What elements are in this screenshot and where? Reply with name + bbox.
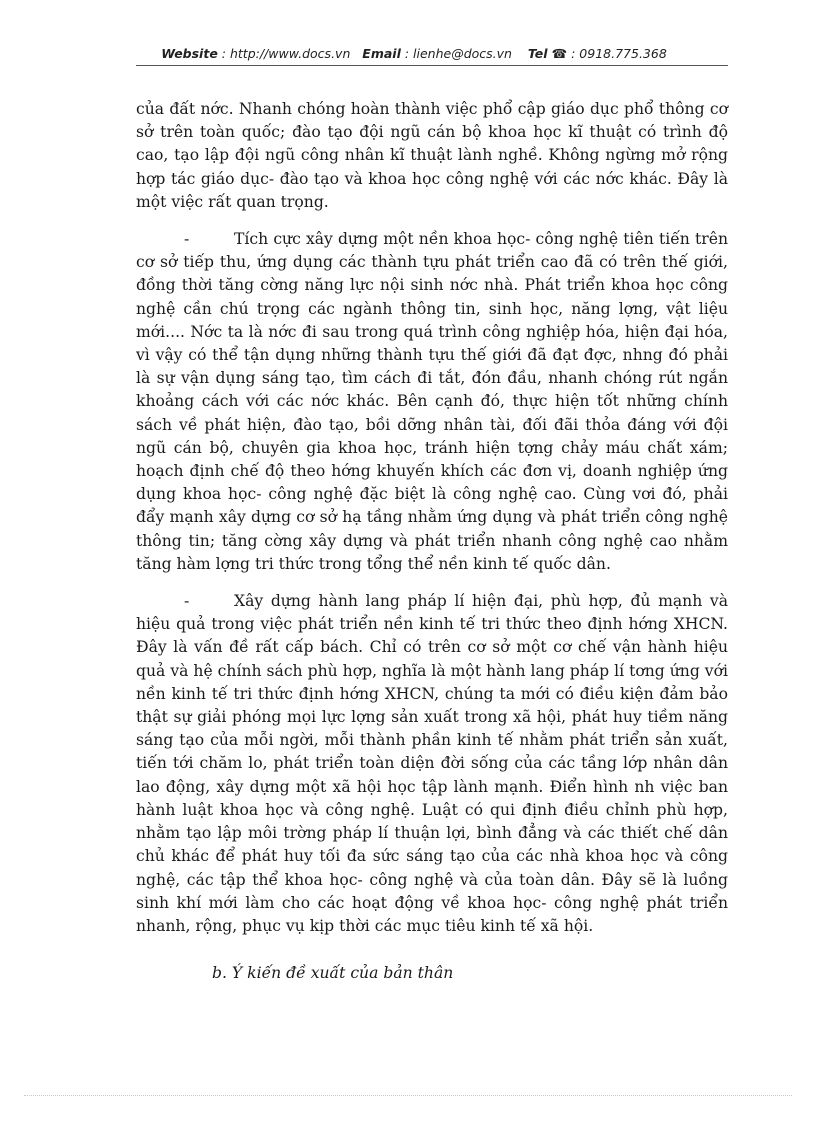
tel-label: Tel xyxy=(527,46,548,61)
bullet-dash: - xyxy=(184,230,190,249)
phone-icon: ☎ xyxy=(551,46,568,61)
document-body xyxy=(136,98,728,985)
footer-divider xyxy=(24,1095,792,1096)
paragraph-2 xyxy=(136,228,728,576)
paragraph-1: của đất nớc. Nhanh chóng hoàn thành việc phổ cập giáo dục phổ thông cơ sở trên toàn quốc; đào tạo đội ngũ cán bộ khoa học kĩ thuật có trình độ cao, tạo lập đội ngũ công nhân kĩ thuật lành nghề. Không ngừng mở rộng hợp tác giáo dục- đào tạo và khoa học công nghệ với các nớc khác. Đây là một việc rất quan trọng. xyxy=(136,100,728,211)
email-label: Email xyxy=(362,46,401,61)
paragraph-3 xyxy=(136,590,728,938)
header-divider xyxy=(136,65,728,66)
page-header xyxy=(100,46,728,61)
website-url[interactable]: : http://www.docs.vn xyxy=(221,46,351,61)
website-label: Website xyxy=(161,46,218,61)
phone-number: : 0918.775.368 xyxy=(571,46,667,61)
paragraph-3-text: Xây dựng hành lang pháp lí hiện đại, phù hợp, đủ mạnh và hiệu quả trong việc phát triển nền kinh tế tri thức theo định hớng XHCN. Đây là vấn đề rất cấp bách. Chỉ có trên cơ sở một cơ chế vận hành hiệu quả và hệ chính sách phù hợp, nghĩa là một hành lang pháp lí tơng ứng với nền kinh tế tri thức định hớng XHCN, chúng ta mới có điều kiện đảm bảo thật sự giải phóng mọi lực lợng sản xuất trong xã hội, phát huy tiềm năng sáng tạo của mỗi ngời, mỗi thành phần kinh tế nhằm phát triển sản xuất, tiến tới chăm lo, phát triển toàn diện đời sống của các tầng lớp nhân dân lao động, xây dựng một xã hội học tập lành mạnh. Điển hình nh việc ban hành luật khoa học và công nghệ. Luật có qui định điều chỉnh phù hợp, nhằm tạo lập môi trờng pháp lí thuận lợi, bình đẳng và các thiết chế dân chủ khác để phát huy tối đa sức sáng tạo của các nhà khoa học và công nghệ, các tập thể khoa học- công nghệ và của toàn dân. Đây sẽ là luồng sinh khí mới làm cho các hoạt động về khoa học- công nghệ phát triển nhanh, rộng, phục vụ kịp thời các mục tiêu kinh tế xã hội. xyxy=(136,592,728,935)
paragraph-2-text: Tích cực xây dựng một nền khoa học- công nghệ tiên tiến trên cơ sở tiếp thu, ứng dụng các thành tựu phát triển cao đã có trên thế giới, đồng thời tăng cờng năng lực nội sinh nớc nhà. Phát triển khoa học công nghệ cần chú trọng các ngành thông tin, sinh học, năng lợng, vật liệu mới.... Nớc ta là nớc đi sau trong quá trình công nghiệp hóa, hiện đại hóa, vì vậy có thể tận dụng những thành tựu thế giới đã đạt đợc, nhng đó phải là sự vận dụng sáng tạo, tìm cách đi tắt, đón đầu, nhanh chóng rút ngắn khoảng cách với các nớc khác. Bên cạnh đó, thực hiện tốt những chính sách về phát hiện, đào tạo, bồi dỡng nhân tài, đối đãi thỏa đáng với đội ngũ cán bộ, chuyên gia khoa học, tránh hiện tợng chảy máu chất xám; hoạch định chế độ theo hớng khuyến khích các đơn vị, doanh nghiệp ứng dụng khoa học- công nghệ đặc biệt là công nghệ cao. Cùng vơi đó, phải đẩy mạnh xây dựng cơ sở hạ tầng nhằm ứng dụng và phát triển công nghệ thông tin; tăng cờng xây dựng và phát triển nhanh công nghệ cao nhằm tăng hàm lợng tri thức trong tổng thể nền kinh tế quốc dân. xyxy=(136,230,728,573)
email-address[interactable]: : lienhe@docs.vn xyxy=(404,46,512,61)
bullet-dash: - xyxy=(184,592,190,611)
section-subheading: b. Ý kiến đề xuất của bản thân xyxy=(212,964,454,983)
